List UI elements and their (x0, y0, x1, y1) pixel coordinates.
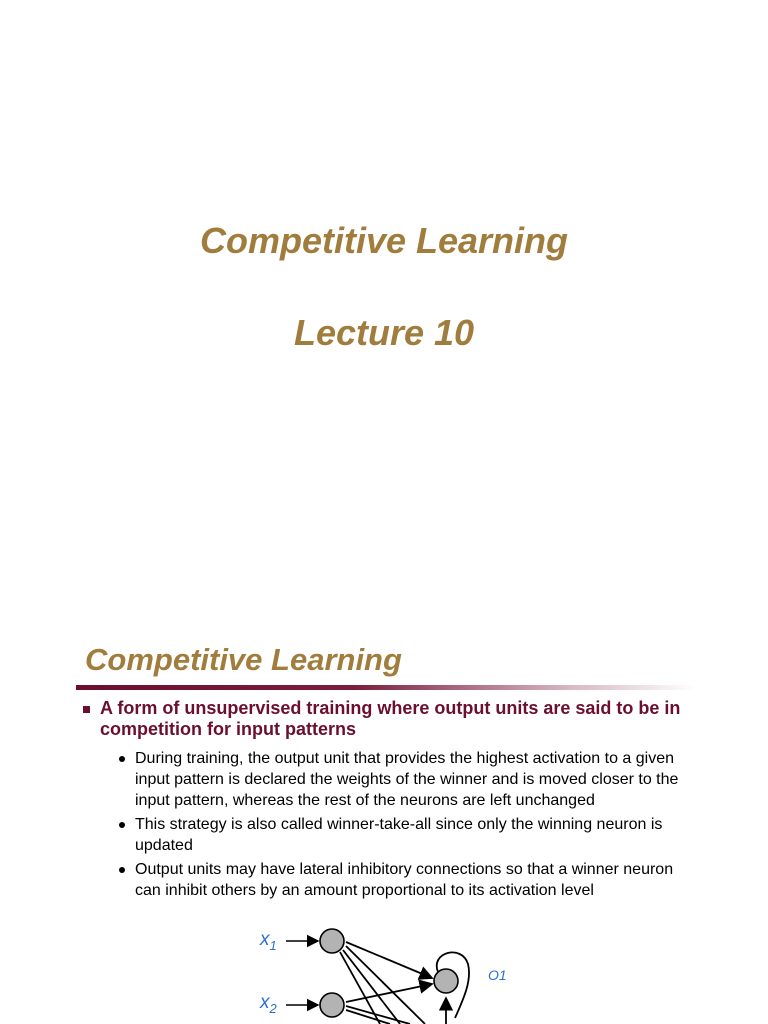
bullet-dot-icon (119, 867, 125, 873)
slide-title: Competitive Learning (199, 220, 569, 261)
list-item-text: During training, the output unit that provides the highest activation to a given input pattern is declared the weights of the winner and is moved closer to the input pattern, whereas the rest of the neurons are left unchanged (135, 750, 679, 809)
square-bullet-icon (83, 706, 90, 713)
input-node-2 (320, 993, 344, 1017)
input-node-1 (320, 929, 344, 953)
output-label-o1: O1 (488, 967, 507, 983)
main-bullet: A form of unsupervised training where output units are said to be in competition for input patterns (100, 698, 681, 739)
network-diagram (250, 928, 530, 1024)
input-label-x1: $x_1$ (260, 929, 277, 953)
list-item (135, 748, 690, 811)
slide-title: Competitive Learning (85, 642, 402, 677)
list-item-text: This strategy is also called winner-take-all since only the winning neuron is updated (135, 816, 663, 854)
sub-bullet-list (135, 748, 690, 904)
list-item-text: Output units may have lateral inhibitory connections so that a winner neuron can inhibit others by an amount proportional to its activation level (135, 861, 674, 899)
title-divider (76, 685, 696, 690)
bullet-dot-icon (119, 756, 125, 762)
list-item (135, 814, 690, 856)
slide-2 (0, 590, 768, 1024)
bullet-dot-icon (119, 822, 125, 828)
input-label-x2: $x_2$ (260, 992, 277, 1016)
slide-subtitle: Lecture 10 (293, 312, 475, 353)
list-item (135, 859, 690, 901)
output-node-o1 (434, 969, 458, 993)
